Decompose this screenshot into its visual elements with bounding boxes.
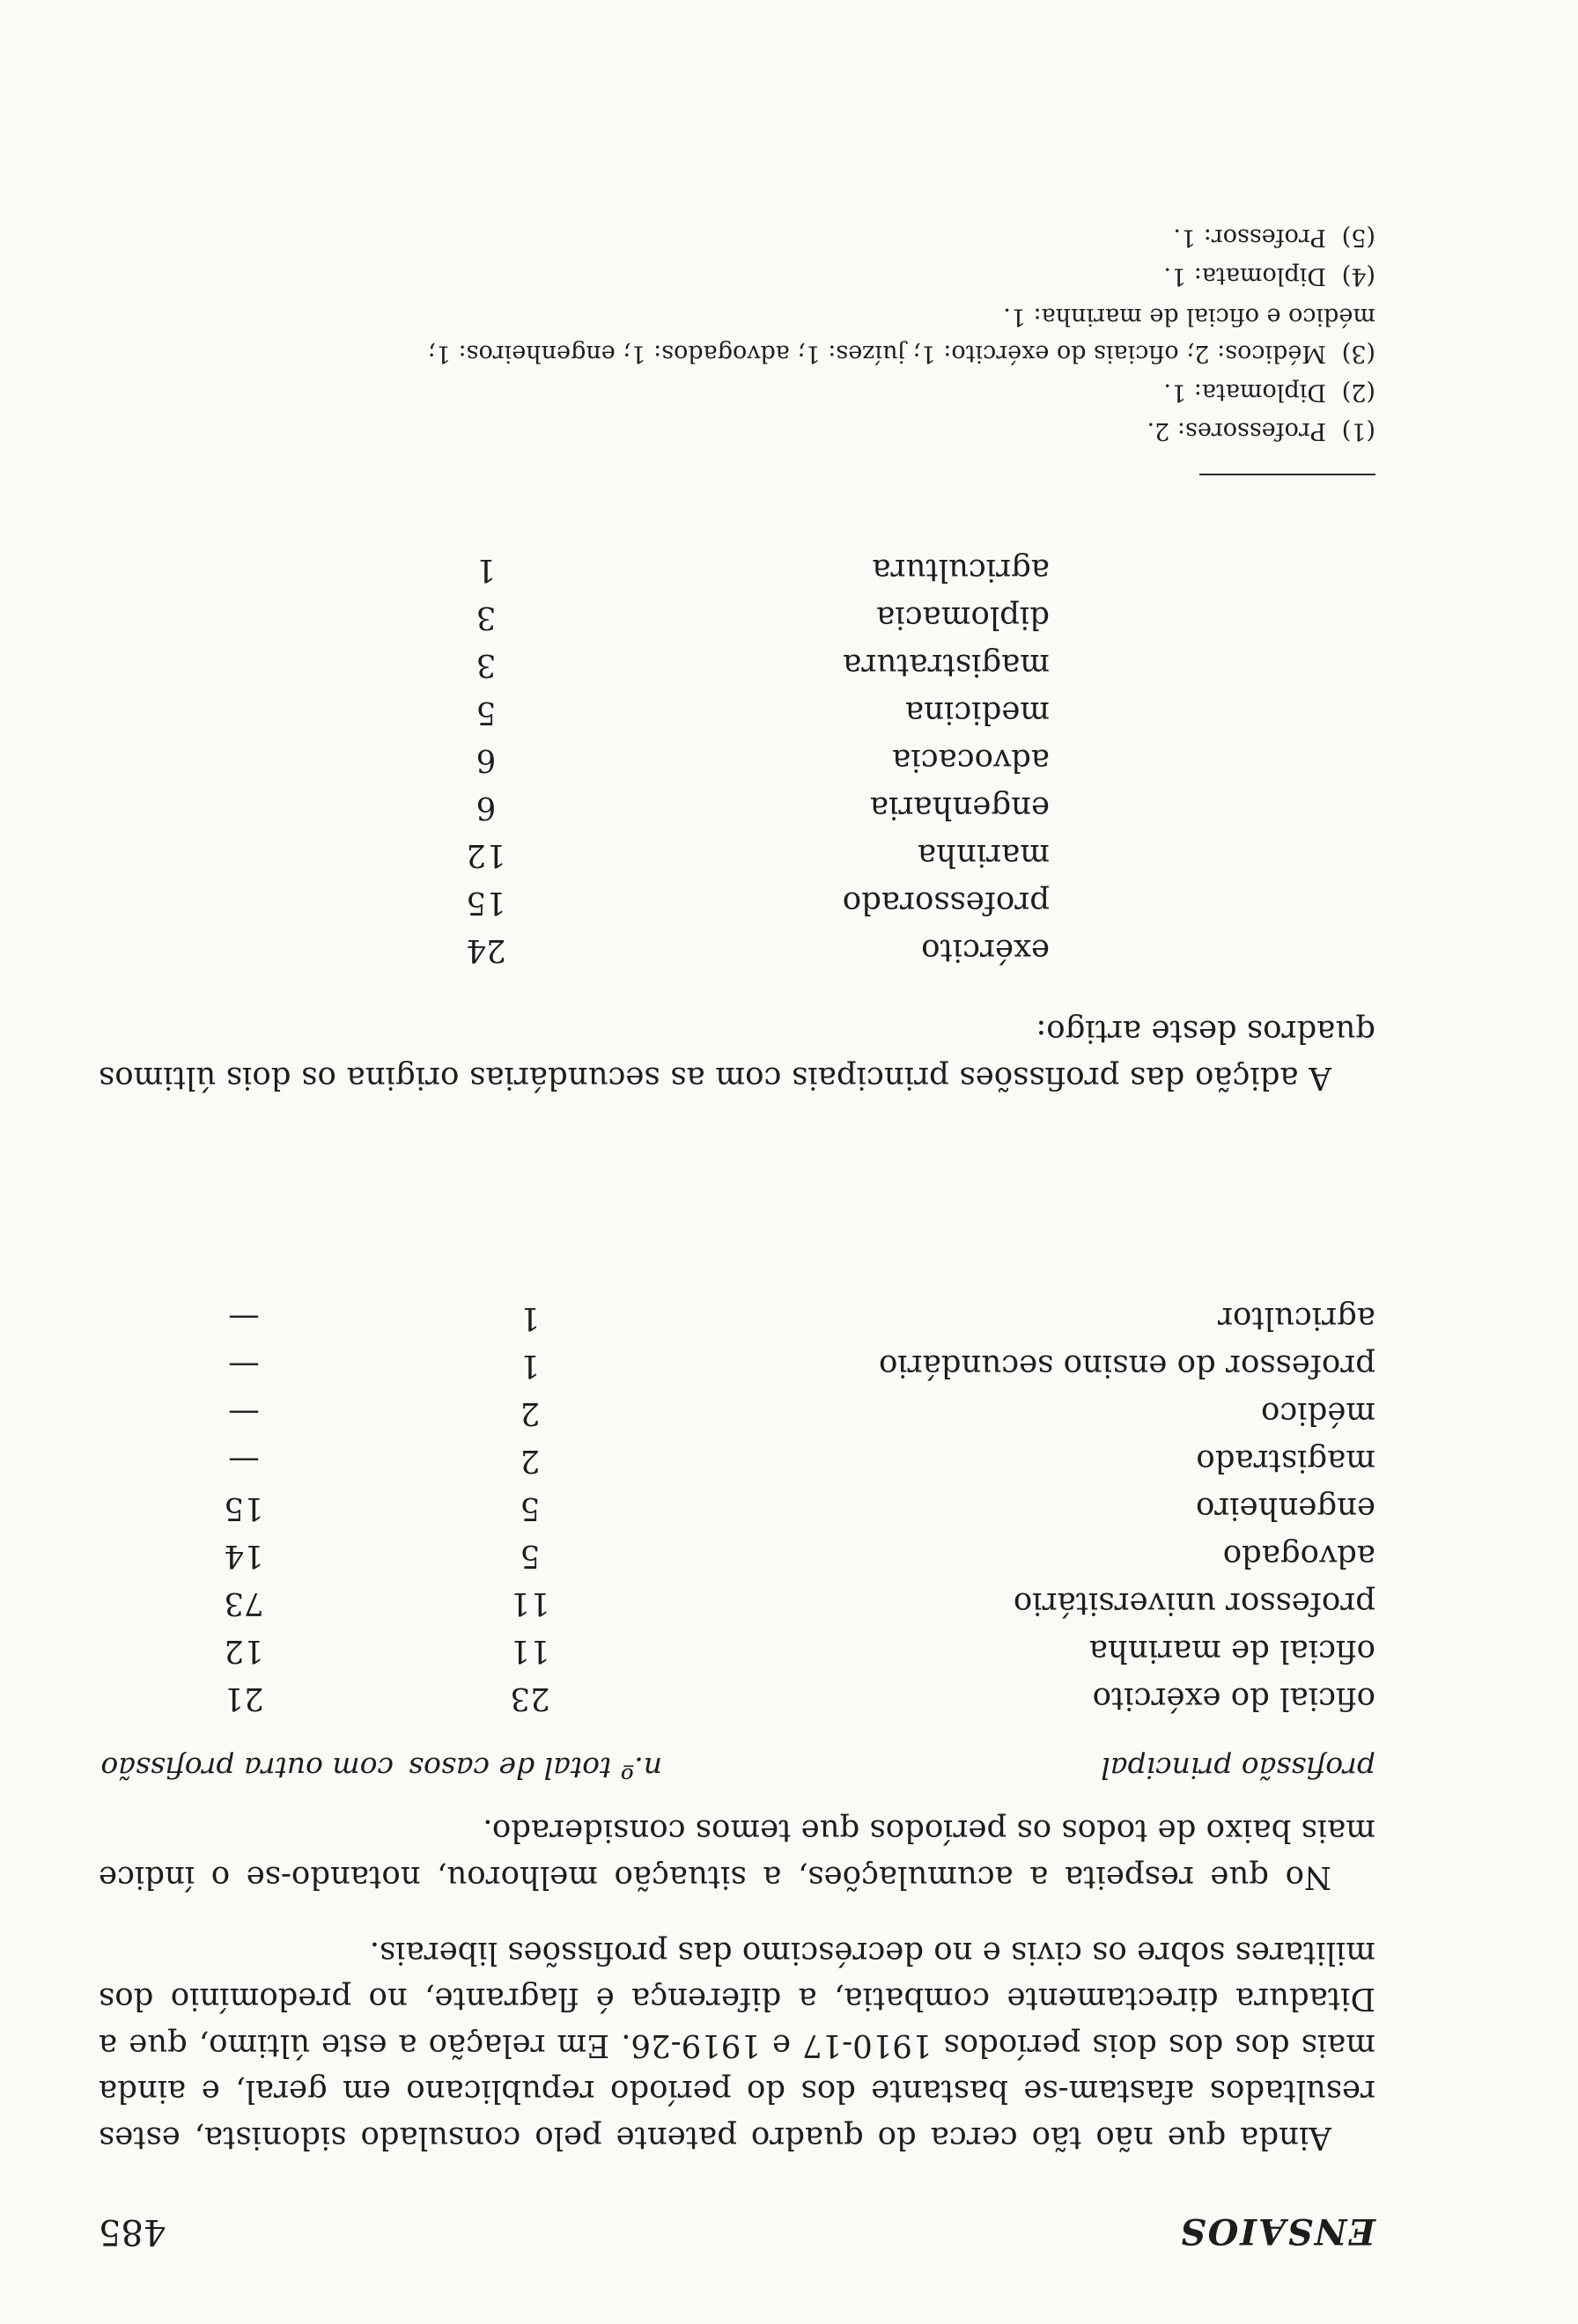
footnote-text: Médicos: 2; oficiais do exército: 1; juízes: 1; advogados: 1; engenheiros: 1;	[427, 340, 1326, 367]
footnote-continuation	[99, 299, 1375, 333]
table1-other: 21	[224, 1680, 264, 1717]
table2-count: 15	[466, 885, 506, 921]
table1-header-total: n.º total de casos	[409, 1751, 662, 1785]
table1-total: 11	[510, 1633, 550, 1669]
table1-profession: oficial de marinha	[1088, 1633, 1375, 1669]
table1-other: 12	[224, 1633, 264, 1669]
table1-profession: oficial do exército	[1092, 1680, 1375, 1717]
table2-profession: engenharia	[870, 790, 1050, 826]
table2-profession: diplomacia	[876, 599, 1050, 636]
table1-profession: professor do ensino secundário	[878, 1348, 1375, 1384]
table2-row	[416, 731, 1050, 778]
footnote-text: Diplomata: 1.	[1163, 379, 1326, 406]
table1-other: —	[228, 1395, 260, 1431]
footnote	[99, 375, 1375, 408]
table2-count: 1	[476, 552, 497, 588]
table1-profession: magistrado	[1196, 1443, 1375, 1479]
footnote-number: (4)	[1341, 262, 1375, 290]
footnote	[99, 259, 1375, 292]
table2-row	[416, 588, 1050, 636]
footnote-text: médico e oficial de marinha: 1.	[1003, 303, 1375, 330]
table1-other: 73	[224, 1585, 264, 1622]
table2-count: 12	[466, 837, 506, 873]
table1-total: 1	[520, 1300, 541, 1336]
footnote-text: Professor: 1.	[1173, 224, 1326, 251]
table2-row	[416, 873, 1050, 921]
table1-row	[99, 1289, 1375, 1336]
table1-row	[99, 1574, 1375, 1622]
table1-profession: agricultor	[1218, 1300, 1375, 1336]
paragraph-2: No que respeita a acumulações, a situação melhorou, notando-se o índice mais baixo de todos os períodos que temos considerado.	[99, 1813, 1375, 1895]
table1-header	[99, 1741, 1375, 1785]
table1-other: —	[228, 1300, 260, 1336]
table1-row	[99, 1669, 1375, 1717]
footnote	[99, 336, 1375, 370]
table1-header-profession: profissão principal	[1101, 1751, 1375, 1785]
paragraph-3: A adição das profissões principais com as secundárias origina os dois últimos quadros deste artigo:	[99, 1013, 1375, 1096]
table1-total: 5	[520, 1538, 541, 1574]
table2-profession: agricultura	[872, 552, 1050, 588]
table1-header-other: com outra profissão	[100, 1751, 394, 1785]
table2-row	[416, 683, 1050, 731]
table1-total: 11	[510, 1585, 550, 1622]
table2-profession: marinha	[917, 837, 1050, 873]
table1-row	[99, 1479, 1375, 1526]
footnote	[99, 220, 1375, 254]
page-number: 485	[99, 2211, 166, 2252]
table1-profession: advogado	[1222, 1538, 1375, 1574]
table2-row	[416, 636, 1050, 683]
table1-profession: professor universitário	[1013, 1585, 1375, 1622]
table2-count: 6	[476, 742, 497, 778]
table2-count: 3	[476, 647, 497, 683]
table1-profession: engenheiro	[1195, 1490, 1375, 1526]
table1-row	[99, 1384, 1375, 1431]
paragraph-1: Ainda que não tão cerca do quadro patente pelo consulado sidonista, estes resultados afastam-se bastante dos do período republicano em geral, e ainda mais dos dos dois períodos 1910-17 e 1919-26. Em relação a este último, que a Ditadura directamente combatia, a diferença é flagrante, no predomínio dos militares sobre os civis e no decréscimo das profissões liberais.	[99, 1935, 1375, 2156]
table1-total: 2	[520, 1443, 541, 1479]
running-title: ENSAIOS	[1178, 2210, 1375, 2252]
footnote-number: (3)	[1341, 340, 1375, 367]
footnote-divider	[1199, 474, 1375, 475]
footnote	[99, 414, 1375, 447]
page-header	[99, 2199, 1375, 2252]
table2-count: 5	[476, 695, 497, 731]
table2-profession: exército	[921, 932, 1050, 968]
table1-row	[99, 1526, 1375, 1574]
table1-other: —	[228, 1348, 260, 1384]
table1-total: 5	[520, 1490, 541, 1526]
footnote-number: (2)	[1341, 379, 1375, 406]
table2-count: 24	[466, 932, 506, 968]
table1-other: 14	[224, 1538, 264, 1574]
table1-total: 23	[510, 1680, 550, 1717]
table2-row	[416, 541, 1050, 588]
table1-row	[99, 1622, 1375, 1669]
table1-row	[99, 1431, 1375, 1479]
table1-other: 15	[224, 1490, 264, 1526]
footnote-number: (1)	[1341, 417, 1375, 445]
table1-row	[99, 1336, 1375, 1384]
table2-count: 3	[476, 599, 497, 636]
table2-profession: medicina	[904, 695, 1050, 731]
table2-profession: professorado	[842, 885, 1050, 921]
table2-profession: advocacia	[892, 742, 1050, 778]
footnote-number: (5)	[1341, 224, 1375, 251]
table2-count: 6	[476, 790, 497, 826]
table2-row	[416, 921, 1050, 968]
table2-profession: magistratura	[843, 647, 1050, 683]
table1-total: 2	[520, 1395, 541, 1431]
table1-other: —	[228, 1443, 260, 1479]
table2-row	[416, 826, 1050, 873]
table1-profession: médico	[1260, 1395, 1375, 1431]
table2-row	[416, 778, 1050, 826]
table1-total: 1	[520, 1348, 541, 1384]
footnote-text: Professores: 2.	[1147, 417, 1326, 445]
footnote-text: Diplomata: 1.	[1163, 262, 1326, 290]
